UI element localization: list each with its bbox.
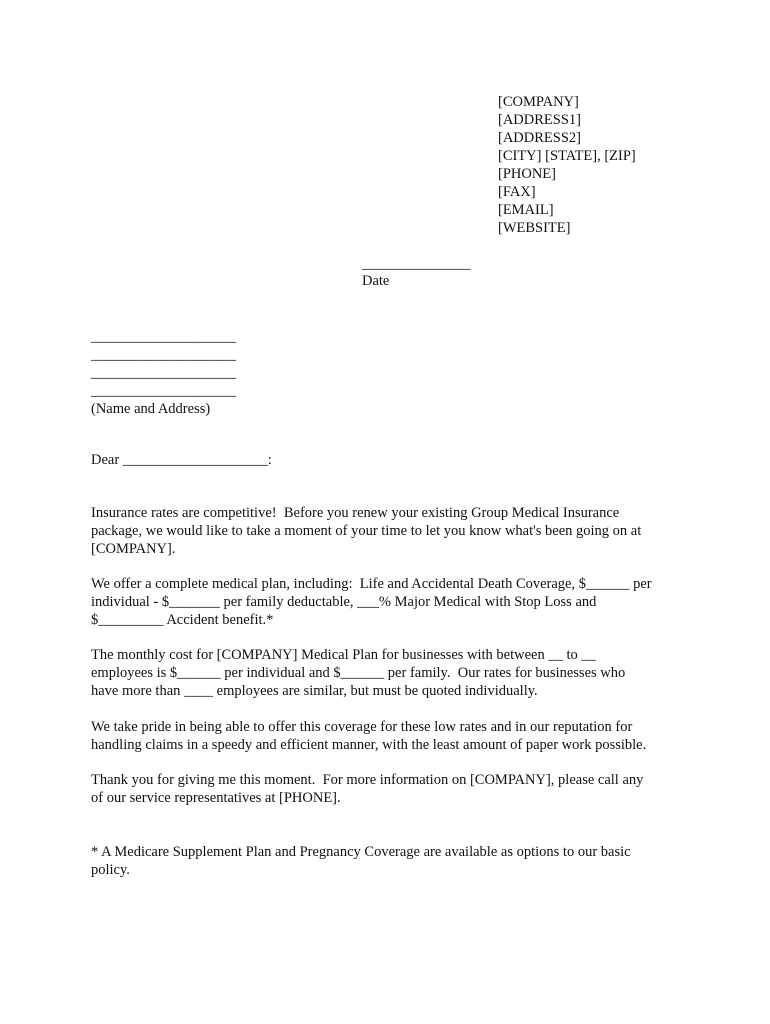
footnote-line: policy. bbox=[91, 862, 130, 878]
recipient-line-3: ____________________ bbox=[91, 365, 236, 381]
recipient-name-address-label: (Name and Address) bbox=[91, 401, 211, 417]
paragraph-pride bbox=[91, 718, 691, 754]
sender-address-block bbox=[498, 93, 636, 237]
paragraph-line: Thank you for giving me this moment. For more information on [COMPANY], please call any bbox=[91, 772, 644, 788]
sender-email: [EMAIL] bbox=[498, 202, 554, 218]
sender-address2: [ADDRESS2] bbox=[498, 130, 581, 146]
paragraph-line: handling claims in a speedy and efficient manner, with the least amount of paper work possible. bbox=[91, 737, 647, 753]
sender-city-state-zip: [CITY] [STATE], [ZIP] bbox=[498, 148, 636, 164]
sender-company: [COMPANY] bbox=[498, 94, 579, 110]
paragraph-line: [COMPANY]. bbox=[91, 541, 176, 557]
paragraph-line: individual - $_______ per family deductable, ___% Major Medical with Stop Loss and bbox=[91, 594, 597, 610]
paragraph-monthly-cost bbox=[91, 646, 691, 700]
paragraph-plan-details bbox=[91, 575, 691, 629]
paragraph-intro bbox=[91, 504, 691, 558]
date-blank: _______________ bbox=[362, 256, 471, 272]
paragraph-line: $_________ Accident benefit.* bbox=[91, 612, 274, 628]
paragraph-line: We offer a complete medical plan, including: Life and Accidental Death Coverage, $______ per bbox=[91, 576, 652, 592]
sender-website: [WEBSITE] bbox=[498, 220, 571, 236]
salutation: Dear ____________________: bbox=[91, 452, 272, 468]
recipient-address-block bbox=[91, 328, 236, 418]
sender-phone: [PHONE] bbox=[498, 166, 556, 182]
paragraph-line: package, we would like to take a moment of your time to let you know what's been going on at bbox=[91, 523, 642, 539]
footnote-line: * A Medicare Supplement Plan and Pregnancy Coverage are available as options to our basic bbox=[91, 844, 631, 860]
footnote bbox=[91, 843, 691, 879]
recipient-line-2: ____________________ bbox=[91, 347, 236, 363]
recipient-line-4: ____________________ bbox=[91, 383, 236, 399]
sender-address1: [ADDRESS1] bbox=[498, 112, 581, 128]
date-label: Date bbox=[362, 273, 390, 289]
sender-fax: [FAX] bbox=[498, 184, 536, 200]
paragraph-line: have more than ____ employees are similar, but must be quoted individually. bbox=[91, 683, 538, 699]
paragraph-line: of our service representatives at [PHONE]. bbox=[91, 790, 341, 806]
recipient-line-1: ____________________ bbox=[91, 329, 236, 345]
paragraph-line: Insurance rates are competitive! Before you renew your existing Group Medical Insurance bbox=[91, 505, 620, 521]
paragraph-line: The monthly cost for [COMPANY] Medical Plan for businesses with between __ to __ bbox=[91, 647, 596, 663]
paragraph-line: We take pride in being able to offer this coverage for these low rates and in our reputation for bbox=[91, 719, 633, 735]
paragraph-thanks bbox=[91, 771, 691, 807]
paragraph-line: employees is $______ per individual and $______ per family. Our rates for businesses who bbox=[91, 665, 626, 681]
